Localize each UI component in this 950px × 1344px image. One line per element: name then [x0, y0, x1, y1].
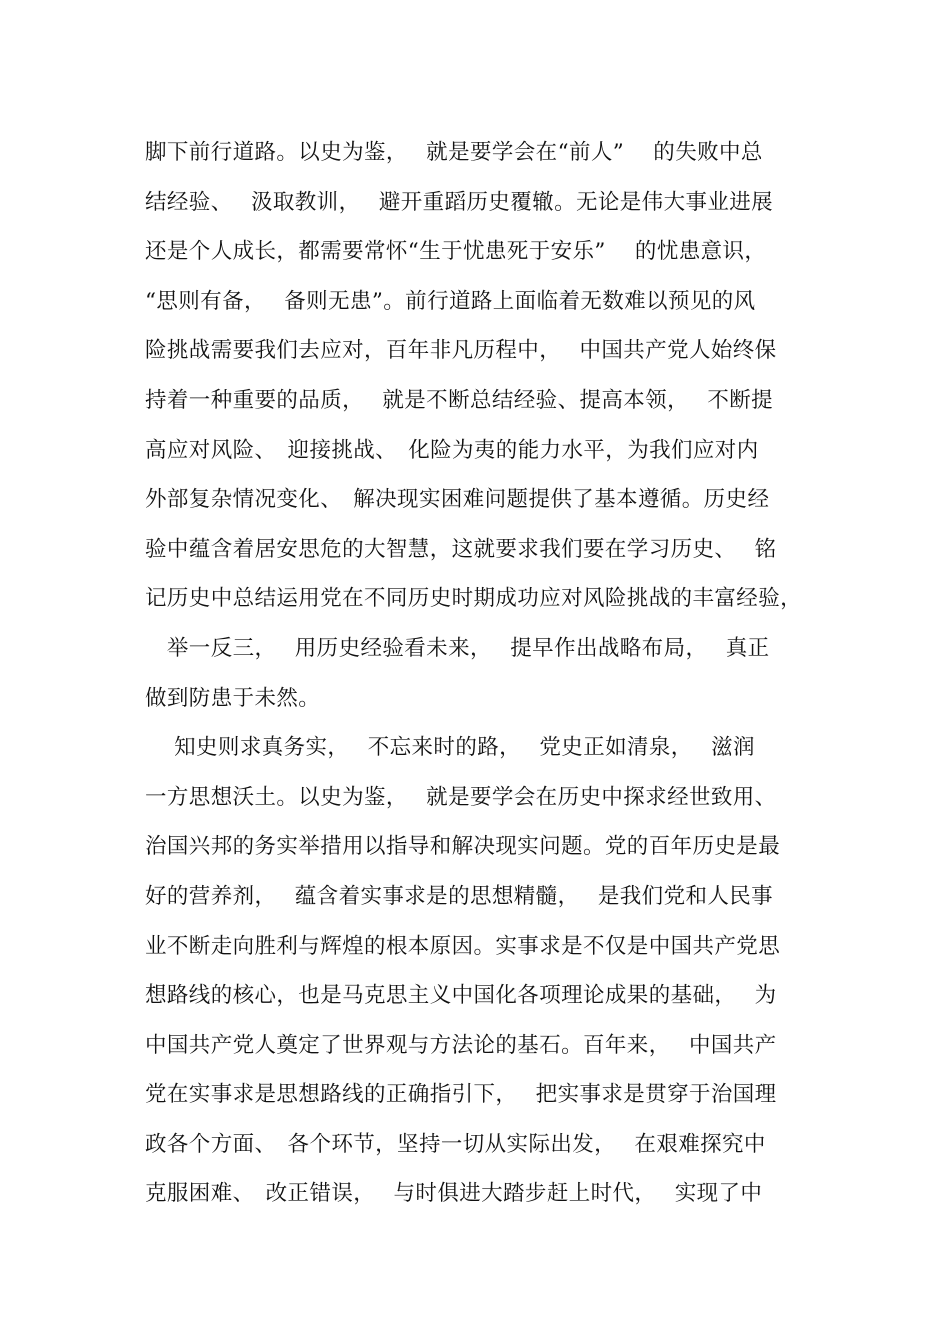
text-line: 结经验、 汲取教训， 避开重蹈历史覆辙。无论是伟大事业进展 — [145, 189, 774, 215]
text-line: “思则有备， 备则无患”。前行道路上面临着无数难以预见的风 — [145, 288, 756, 314]
document-body — [145, 128, 825, 1219]
text-line: 一方思想沃土。以史为鉴， 就是要学会在历史中探求经世致用、 — [145, 784, 777, 810]
text-line: 外部复杂情况变化、 解决现实困难问题提供了基本遵循。历史经 — [145, 487, 770, 513]
text-line: 政各个方面、 各个环节，坚持一切从实际出发， 在艰难探究中 — [145, 1131, 766, 1157]
text-line: 高应对风险、 迎接挑战、 化险为夷的能力水平，为我们应对内 — [145, 437, 759, 463]
text-line: 验中蕴含着居安思危的大智慧，这就要求我们要在学习历史、 铭 — [145, 536, 777, 562]
text-line: 举一反三， 用历史经验看未来， 提早作出战略布局， 真正 — [145, 635, 770, 661]
paragraph-start-line: 知史则求真务实， 不忘来时的路， 党史正如清泉， 滋润 — [145, 735, 755, 761]
text-line: 还是个人成长，都需要常怀“生于忧患死于安乐” 的忧患意识， — [145, 239, 767, 265]
text-line: 做到防患于未然。 — [145, 685, 321, 711]
text-line: 脚下前行道路。以史为鉴， 就是要学会在“前人” 的失败中总 — [145, 140, 763, 165]
text-line: 想路线的核心，也是马克思主义中国化各项理论成果的基础， 为 — [145, 983, 777, 1009]
text-line: 治国兴邦的务实举措用以指导和解决现实问题。党的百年历史是最 — [145, 834, 781, 860]
text-line: 好的营养剂， 蕴含着实事求是的思想精髓， 是我们党和人民事 — [145, 883, 774, 909]
text-line: 记历史中总结运用党在不同历史时期成功应对风险挑战的丰富经验， — [145, 586, 803, 612]
text-line: 克服困难、 改正错误， 与时俱进大踏步赶上时代， 实现了中 — [145, 1181, 763, 1207]
text-line: 业不断走向胜利与辉煌的根本原因。实事求是不仅是中国共产党思 — [145, 933, 781, 959]
text-line: 党在实事求是思想路线的正确指引下， 把实事求是贯穿于治国理 — [145, 1082, 777, 1108]
text-line: 中国共产党人奠定了世界观与方法论的基石。百年来， 中国共产 — [145, 1032, 777, 1058]
text-line: 持着一种重要的品质， 就是不断总结经验、提高本领， 不断提 — [145, 387, 774, 413]
text-line: 险挑战需要我们去应对，百年非凡历程中， 中国共产党人始终保 — [145, 338, 777, 364]
